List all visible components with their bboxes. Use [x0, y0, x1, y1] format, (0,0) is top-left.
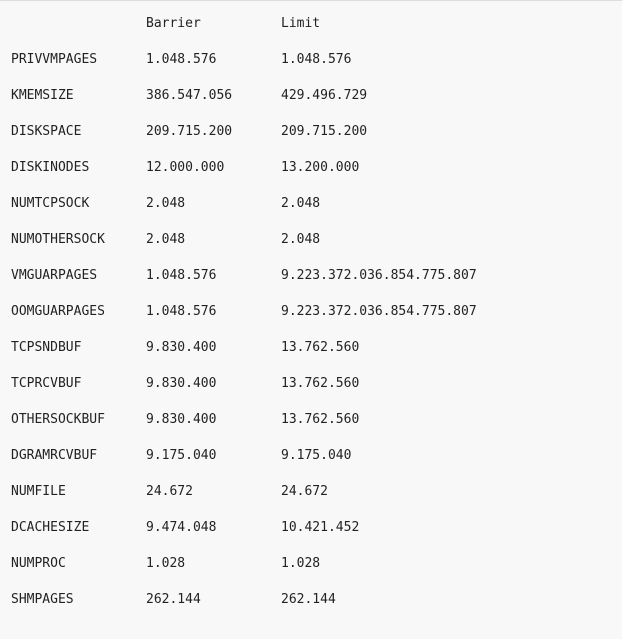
cell-limit: 2.048 — [281, 196, 321, 211]
table-row — [11, 438, 611, 474]
table-row — [11, 330, 611, 366]
cell-name: KMEMSIZE — [11, 88, 74, 103]
cell-barrier: 9.175.040 — [146, 448, 217, 463]
cell-barrier: 209.715.200 — [146, 124, 233, 139]
cell-barrier: 262.144 — [146, 592, 201, 607]
cell-limit: 13.762.560 — [281, 412, 360, 427]
cell-barrier: 1.028 — [146, 556, 186, 571]
cell-barrier: 1.048.576 — [146, 304, 217, 319]
cell-barrier: 9.830.400 — [146, 412, 217, 427]
table-row — [11, 258, 611, 294]
table-row — [11, 150, 611, 186]
cell-limit: 10.421.452 — [281, 520, 360, 535]
table-row — [11, 186, 611, 222]
cell-barrier: 9.830.400 — [146, 376, 217, 391]
cell-limit: 13.762.560 — [281, 376, 360, 391]
cell-name: NUMFILE — [11, 484, 66, 499]
cell-name: TCPRCVBUF — [11, 376, 82, 391]
cell-limit: 13.200.000 — [281, 160, 360, 175]
cell-name: TCPSNDBUF — [11, 340, 82, 355]
cell-barrier: 1.048.576 — [146, 52, 217, 67]
cell-barrier: 386.547.056 — [146, 88, 233, 103]
cell-limit: 9.223.372.036.854.775.807 — [281, 304, 477, 319]
cell-barrier: 24.672 — [146, 484, 193, 499]
table-row — [11, 474, 611, 510]
cell-barrier: 1.048.576 — [146, 268, 217, 283]
cell-name: SHMPAGES — [11, 592, 74, 607]
cell-barrier: 9.830.400 — [146, 340, 217, 355]
cell-name: DGRAMRCVBUF — [11, 448, 98, 463]
table-row — [11, 510, 611, 546]
table-header-row — [11, 6, 611, 42]
cell-name: DISKINODES — [11, 160, 90, 175]
cell-limit: 9.223.372.036.854.775.807 — [281, 268, 477, 283]
cell-limit: 1.028 — [281, 556, 321, 571]
cell-name: DCACHESIZE — [11, 520, 90, 535]
cell-name: OTHERSOCKBUF — [11, 412, 105, 427]
cell-barrier: 12.000.000 — [146, 160, 225, 175]
top-divider — [0, 0, 622, 1]
cell-name: PRIVVMPAGES — [11, 52, 98, 67]
cell-barrier: 2.048 — [146, 196, 186, 211]
table-row — [11, 366, 611, 402]
table-row — [11, 78, 611, 114]
table-row — [11, 222, 611, 258]
cell-limit: 429.496.729 — [281, 88, 368, 103]
header-barrier: Barrier — [146, 16, 201, 31]
cell-limit: 13.762.560 — [281, 340, 360, 355]
cell-barrier: 2.048 — [146, 232, 186, 247]
cell-name: VMGUARPAGES — [11, 268, 98, 283]
cell-limit: 9.175.040 — [281, 448, 352, 463]
cell-limit: 1.048.576 — [281, 52, 352, 67]
cell-limit: 2.048 — [281, 232, 321, 247]
cell-name: NUMPROC — [11, 556, 66, 571]
table-row — [11, 582, 611, 618]
cell-name: NUMTCPSOCK — [11, 196, 90, 211]
cell-name: DISKSPACE — [11, 124, 82, 139]
resource-limits-table — [11, 6, 611, 618]
cell-limit: 24.672 — [281, 484, 328, 499]
header-limit: Limit — [281, 16, 321, 31]
cell-limit: 262.144 — [281, 592, 336, 607]
cell-limit: 209.715.200 — [281, 124, 368, 139]
table-row — [11, 546, 611, 582]
table-row — [11, 294, 611, 330]
cell-name: OOMGUARPAGES — [11, 304, 105, 319]
cell-name: NUMOTHERSOCK — [11, 232, 105, 247]
cell-barrier: 9.474.048 — [146, 520, 217, 535]
table-row — [11, 402, 611, 438]
table-body — [11, 42, 611, 618]
table-row — [11, 114, 611, 150]
table-row — [11, 42, 611, 78]
